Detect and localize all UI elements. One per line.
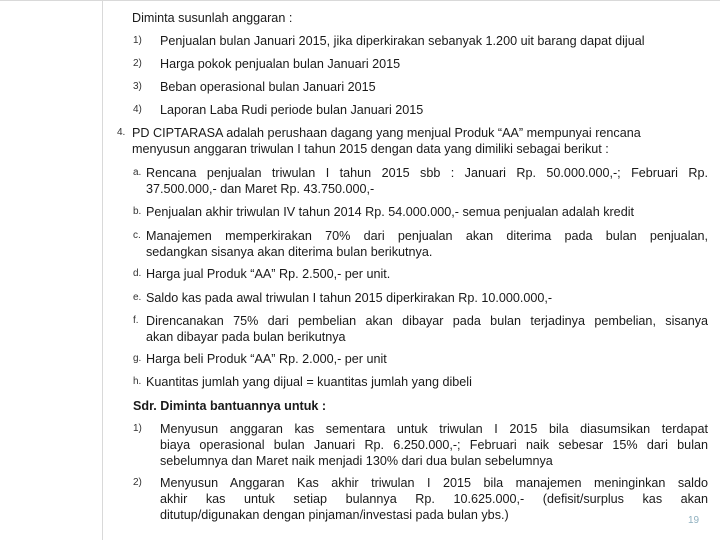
item-d-letter: d. bbox=[133, 268, 142, 279]
task-4-text: Laporan Laba Rudi periode bulan Januari 2015 bbox=[160, 103, 424, 117]
item-c-text bbox=[146, 228, 708, 260]
item-b-letter: b. bbox=[133, 206, 142, 217]
item-f-text bbox=[146, 313, 708, 345]
top-rule bbox=[0, 0, 720, 1]
task-2-number: 2) bbox=[133, 58, 142, 69]
task-2-text: Harga pokok penjualan bulan Januari 2015 bbox=[160, 57, 401, 71]
item-a-text bbox=[146, 165, 708, 197]
page-number: 19 bbox=[688, 515, 700, 526]
question-4-number: 4. bbox=[117, 127, 126, 138]
question-4-line-1: PD CIPTARASA adalah perushaan dagang yang menjual Produk “AA” mempunyai rencana bbox=[132, 126, 641, 140]
item-d-text: Harga jual Produk “AA” Rp. 2.500,- per unit. bbox=[146, 267, 391, 281]
item-h-letter: h. bbox=[133, 376, 142, 387]
item-c-line-1: Manajemen memperkirakan 70% dari penjualan akan diterima pada bulan penjualan, bbox=[146, 229, 708, 243]
task-b2-line-1: Menyusun Anggaran Kas akhir triwulan I 2015 bila manajemen meninginkan saldo bbox=[160, 476, 708, 490]
task-3-number: 3) bbox=[133, 81, 142, 92]
item-e-text: Saldo kas pada awal triwulan I tahun 2015 diperkirakan Rp. 10.000.000,- bbox=[146, 291, 553, 305]
task-1-text: Penjualan bulan Januari 2015, jika diperkirakan sebanyak 1.200 uit barang dapat dijual bbox=[160, 34, 645, 48]
item-a-letter: a. bbox=[133, 167, 142, 178]
task-3-text: Beban operasional bulan Januari 2015 bbox=[160, 80, 376, 94]
task-1-number: 1) bbox=[133, 35, 142, 46]
question-4-line-2: menyusun anggaran triwulan I tahun 2015 dengan data yang dimiliki sebagai berikut : bbox=[132, 142, 609, 156]
item-g-text: Harga beli Produk “AA” Rp. 2.000,- per unit bbox=[146, 352, 387, 366]
item-b-text: Penjualan akhir triwulan IV tahun 2014 Rp. 54.000.000,- semua penjualan adalah kredit bbox=[146, 205, 634, 219]
item-a-line-2: 37.500.000,- dan Maret Rp. 43.750.000,- bbox=[146, 182, 375, 196]
task-b2-line-2: akhir kas untuk setiap bulannya Rp. 10.625.000,- (defisit/surplus kas akan bbox=[160, 492, 708, 506]
item-g-letter: g. bbox=[133, 353, 142, 364]
item-c-letter: c. bbox=[133, 230, 141, 241]
item-h-text: Kuantitas jumlah yang dijual = kuantitas jumlah yang dibeli bbox=[146, 375, 472, 389]
item-f-letter: f. bbox=[133, 315, 139, 326]
intro-text: Diminta susunlah anggaran : bbox=[132, 11, 293, 25]
task-b1-line-2: biaya operasional bulan Januari Rp. 6.250.000,-; Februari naik sebesar 15% dari bulan bbox=[160, 438, 708, 452]
item-e-letter: e. bbox=[133, 292, 142, 303]
task-b1-text bbox=[160, 421, 708, 469]
item-a-line-1: Rencana penjualan triwulan I tahun 2015 sbb : Januari Rp. 50.000.000,-; Februari Rp. bbox=[146, 166, 708, 180]
task-b2-text bbox=[160, 475, 708, 523]
subheading: Sdr. Diminta bantuannya untuk : bbox=[133, 399, 327, 413]
item-f-line-2: akan dibayar pada bulan berikutnya bbox=[146, 330, 346, 344]
task-b1-line-1: Menyusun anggaran kas sementara untuk triwulan I 2015 bila diasumsikan terdapat bbox=[160, 422, 708, 436]
item-c-line-2: sedangkan sisanya akan diterima bulan berikutnya. bbox=[146, 245, 433, 259]
task-b1-line-3: sebelumnya dan Maret naik menjadi 130% dari dua bulan sebelumnya bbox=[160, 454, 553, 468]
task-b2-line-3: ditutup/digunakan dengan pinjaman/investasi pada bulan ybs.) bbox=[160, 508, 509, 522]
item-f-line-1: Direncanakan 75% dari pembelian akan dibayar pada bulan terjadinya pembelian, sisanya bbox=[146, 314, 708, 328]
task-b2-number: 2) bbox=[133, 477, 142, 488]
task-4-number: 4) bbox=[133, 104, 142, 115]
task-b1-number: 1) bbox=[133, 423, 142, 434]
left-rule bbox=[102, 0, 103, 540]
